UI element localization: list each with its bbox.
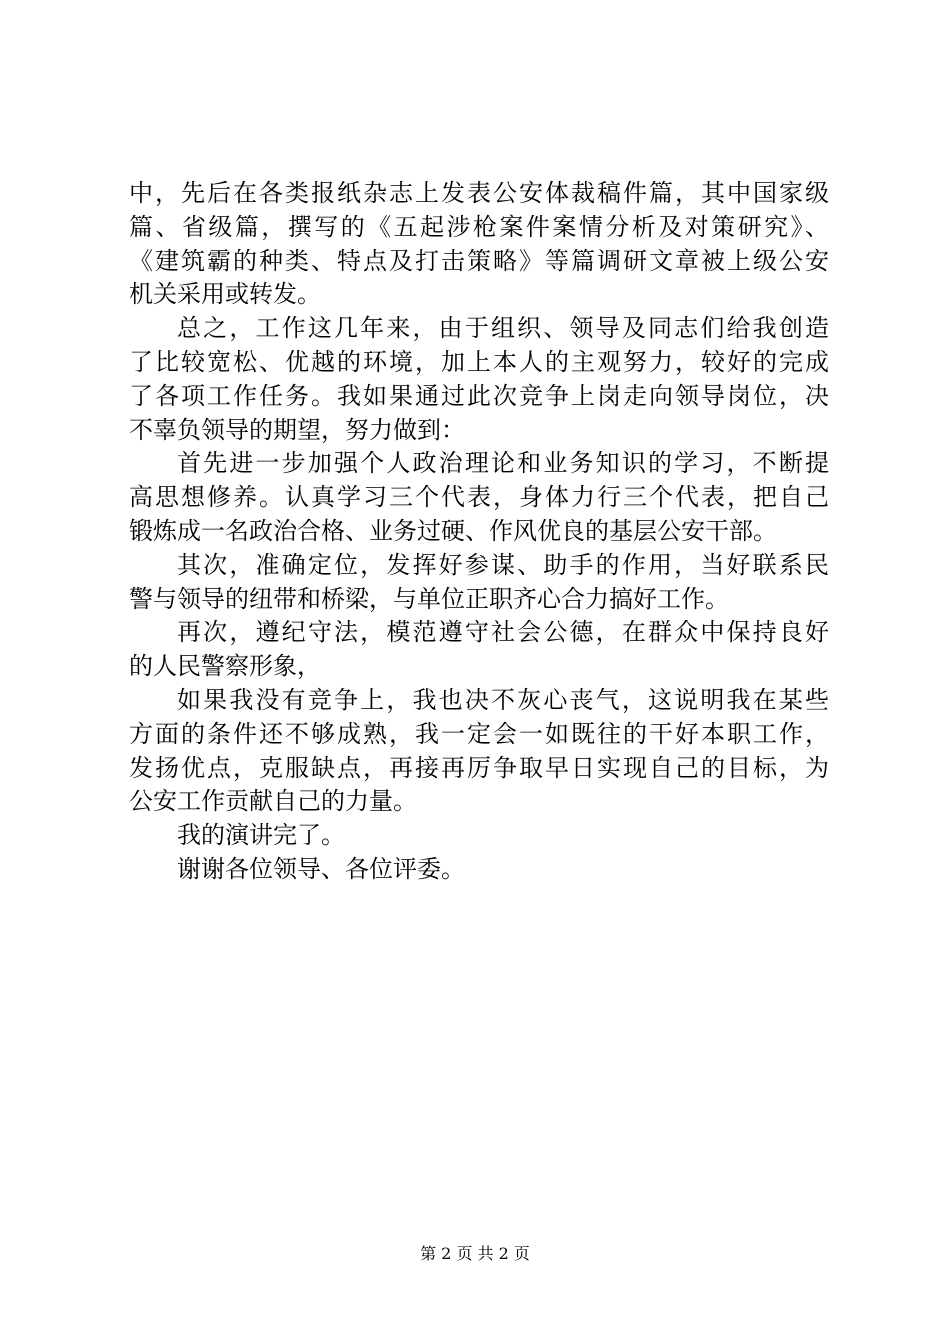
text-line: 了各项工作任务。我如果通过此次竞争上岗走向领导岗位，决 bbox=[129, 381, 829, 410]
body-text bbox=[129, 177, 829, 887]
text-line: 锻炼成一名政治合格、业务过硬、作风优良的基层公安干部。 bbox=[129, 516, 777, 545]
page-number-footer: 第 2 页 共 2 页 bbox=[420, 1244, 530, 1263]
text-line: 公安工作贡献自己的力量。 bbox=[129, 787, 417, 816]
text-line: 的人民警察形象， bbox=[129, 652, 321, 681]
text-line: 不辜负领导的期望，努力做到： bbox=[129, 415, 465, 444]
text-line: 再次，遵纪守法，模范遵守社会公德，在群众中保持良好 bbox=[177, 618, 829, 647]
text-line: 《建筑霸的种类、特点及打击策略》等篇调研文章被上级公安 bbox=[129, 246, 829, 275]
text-line: 如果我没有竞争上，我也决不灰心丧气，这说明我在某些 bbox=[177, 685, 829, 714]
text-line: 机关采用或转发。 bbox=[129, 280, 321, 309]
text-line: 了比较宽松、优越的环境，加上本人的主观努力，较好的完成 bbox=[129, 347, 829, 376]
text-line: 方面的条件还不够成熟，我一定会一如既往的干好本职工作， bbox=[129, 719, 829, 748]
text-line: 警与领导的纽带和桥梁，与单位正职齐心合力搞好工作。 bbox=[129, 584, 729, 613]
text-line: 中，先后在各类报纸杂志上发表公安体裁稿件篇，其中国家级 bbox=[129, 179, 829, 207]
text-line: 其次，准确定位，发挥好参谋、助手的作用，当好联系民 bbox=[177, 550, 829, 579]
text-line: 篇、省级篇，撰写的《五起涉枪案件案情分析及对策研究》、 bbox=[129, 212, 829, 241]
text-line: 首先进一步加强个人政治理论和业务知识的学习，不断提 bbox=[177, 449, 829, 478]
text-line: 发扬优点，克服缺点，再接再厉争取早日实现自己的目标，为 bbox=[129, 753, 829, 782]
text-line: 谢谢各位领导、各位评委。 bbox=[177, 854, 465, 883]
text-line: 高思想修养。认真学习三个代表，身体力行三个代表，把自己 bbox=[129, 483, 829, 512]
text-line: 我的演讲完了。 bbox=[177, 821, 345, 850]
text-line: 总之，工作这几年来，由于组织、领导及同志们给我创造 bbox=[177, 314, 829, 343]
